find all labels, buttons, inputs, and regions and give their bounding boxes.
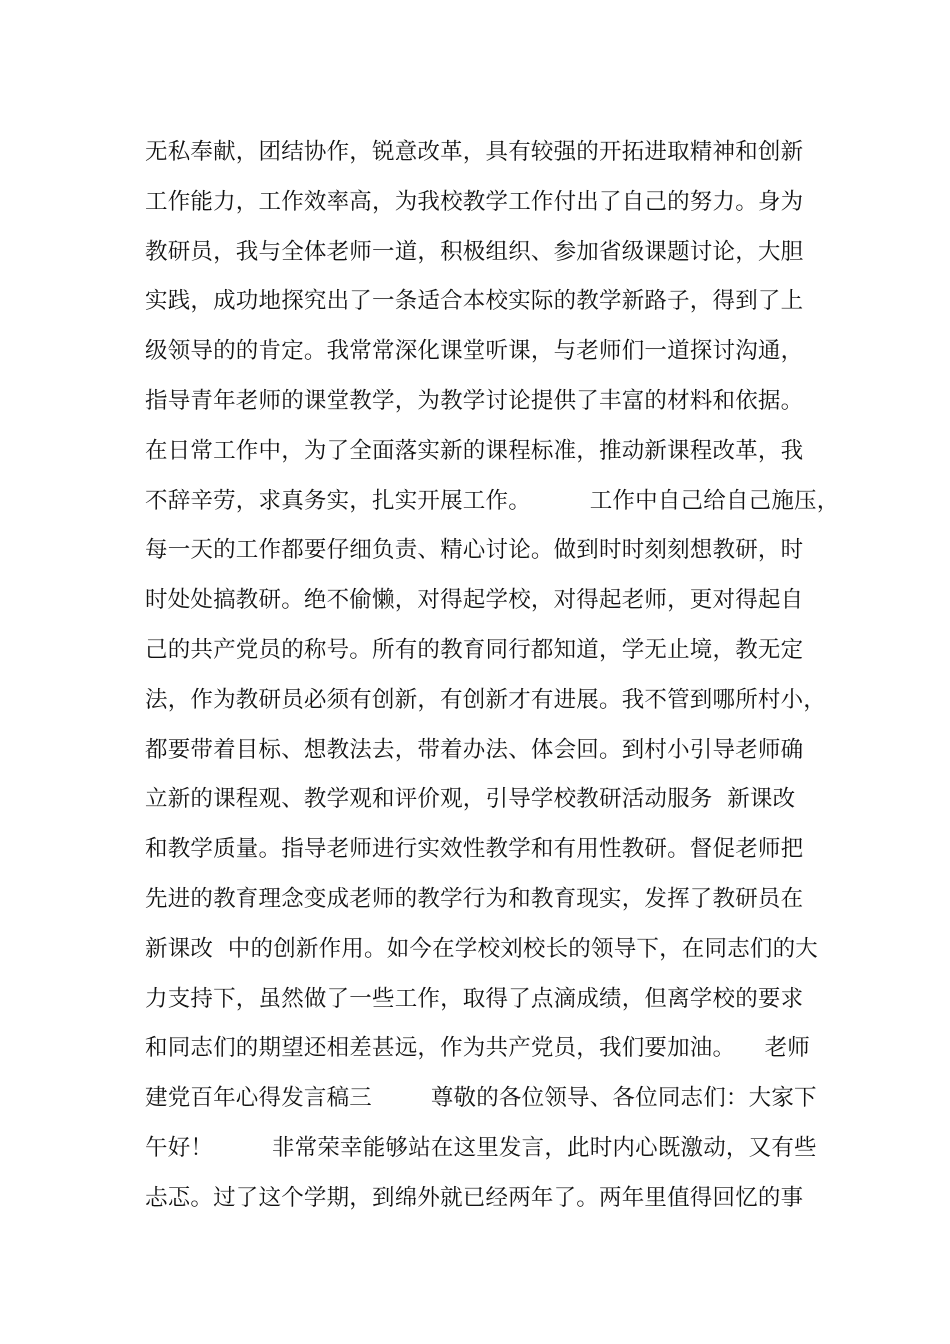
text-line: 都要带着目标、想教法去，带着办法、体会回。到村小引导老师确 — [145, 736, 804, 763]
text-line: 己的共产党员的称号。所有的教育同行都知道，学无止境，教无定 — [145, 636, 804, 663]
text-line: 和同志们的期望还相差甚远，作为共产党员，我们要加油。 老师 — [145, 1035, 811, 1062]
text-line: 不辞辛劳，求真务实，扎实开展工作。 工作中自己给自己施压， — [145, 487, 840, 514]
text-line: 和教学质量。指导老师进行实效性教学和有用性教研。督促老师把 — [145, 836, 804, 863]
text-line: 力支持下，虽然做了一些工作，取得了点滴成绩，但离学校的要求 — [145, 985, 804, 1012]
text-line: 忐忑。过了这个学期，到绵外就已经两年了。两年里值得回忆的事 — [145, 1184, 804, 1211]
text-line: 每一天的工作都要仔细负责、精心讨论。做到时时刻刻想教研，时 — [145, 537, 804, 564]
text-line: 新课改 中的创新作用。如今在学校刘校长的领导下，在同志们的大 — [145, 935, 819, 962]
text-line: 午好！ 非常荣幸能够站在这里发言，此时内心既激动，又有些 — [145, 1134, 817, 1161]
text-line: 实践，成功地探究出了一条适合本校实际的教学新路子，得到了上 — [145, 288, 804, 315]
text-line: 无私奉献，团结协作，锐意改革，具有较强的开拓进取精神和创新 — [145, 139, 804, 165]
text-line: 在日常工作中，为了全面落实新的课程标准，推动新课程改革，我 — [145, 437, 804, 464]
text-line: 教研员，我与全体老师一道，积极组织、参加省级课题讨论，大胆 — [145, 238, 804, 265]
text-line: 法，作为教研员必须有创新，有创新才有进展。我不管到哪所村小， — [145, 686, 827, 713]
text-line: 工作能力，工作效率高，为我校教学工作付出了自己的努力。身为 — [145, 188, 804, 215]
text-line: 立新的课程观、教学观和评价观，引导学校教研活动服务 新课改 — [145, 786, 796, 813]
text-line: 指导青年老师的课堂教学，为教学讨论提供了丰富的材料和依据。 — [145, 387, 804, 414]
text-line: 先进的教育理念变成老师的教学行为和教育现实，发挥了教研员在 — [145, 885, 804, 912]
text-line: 时处处搞教研。绝不偷懒，对得起学校，对得起老师，更对得起自 — [145, 587, 804, 614]
body-text — [145, 128, 840, 1224]
text-line: 级领导的的肯定。我常常深化课堂听课，与老师们一道探讨沟通， — [145, 338, 804, 365]
text-line: 建党百年心得发言稿三 尊敬的各位领导、各位同志们：大家下 — [145, 1085, 817, 1112]
